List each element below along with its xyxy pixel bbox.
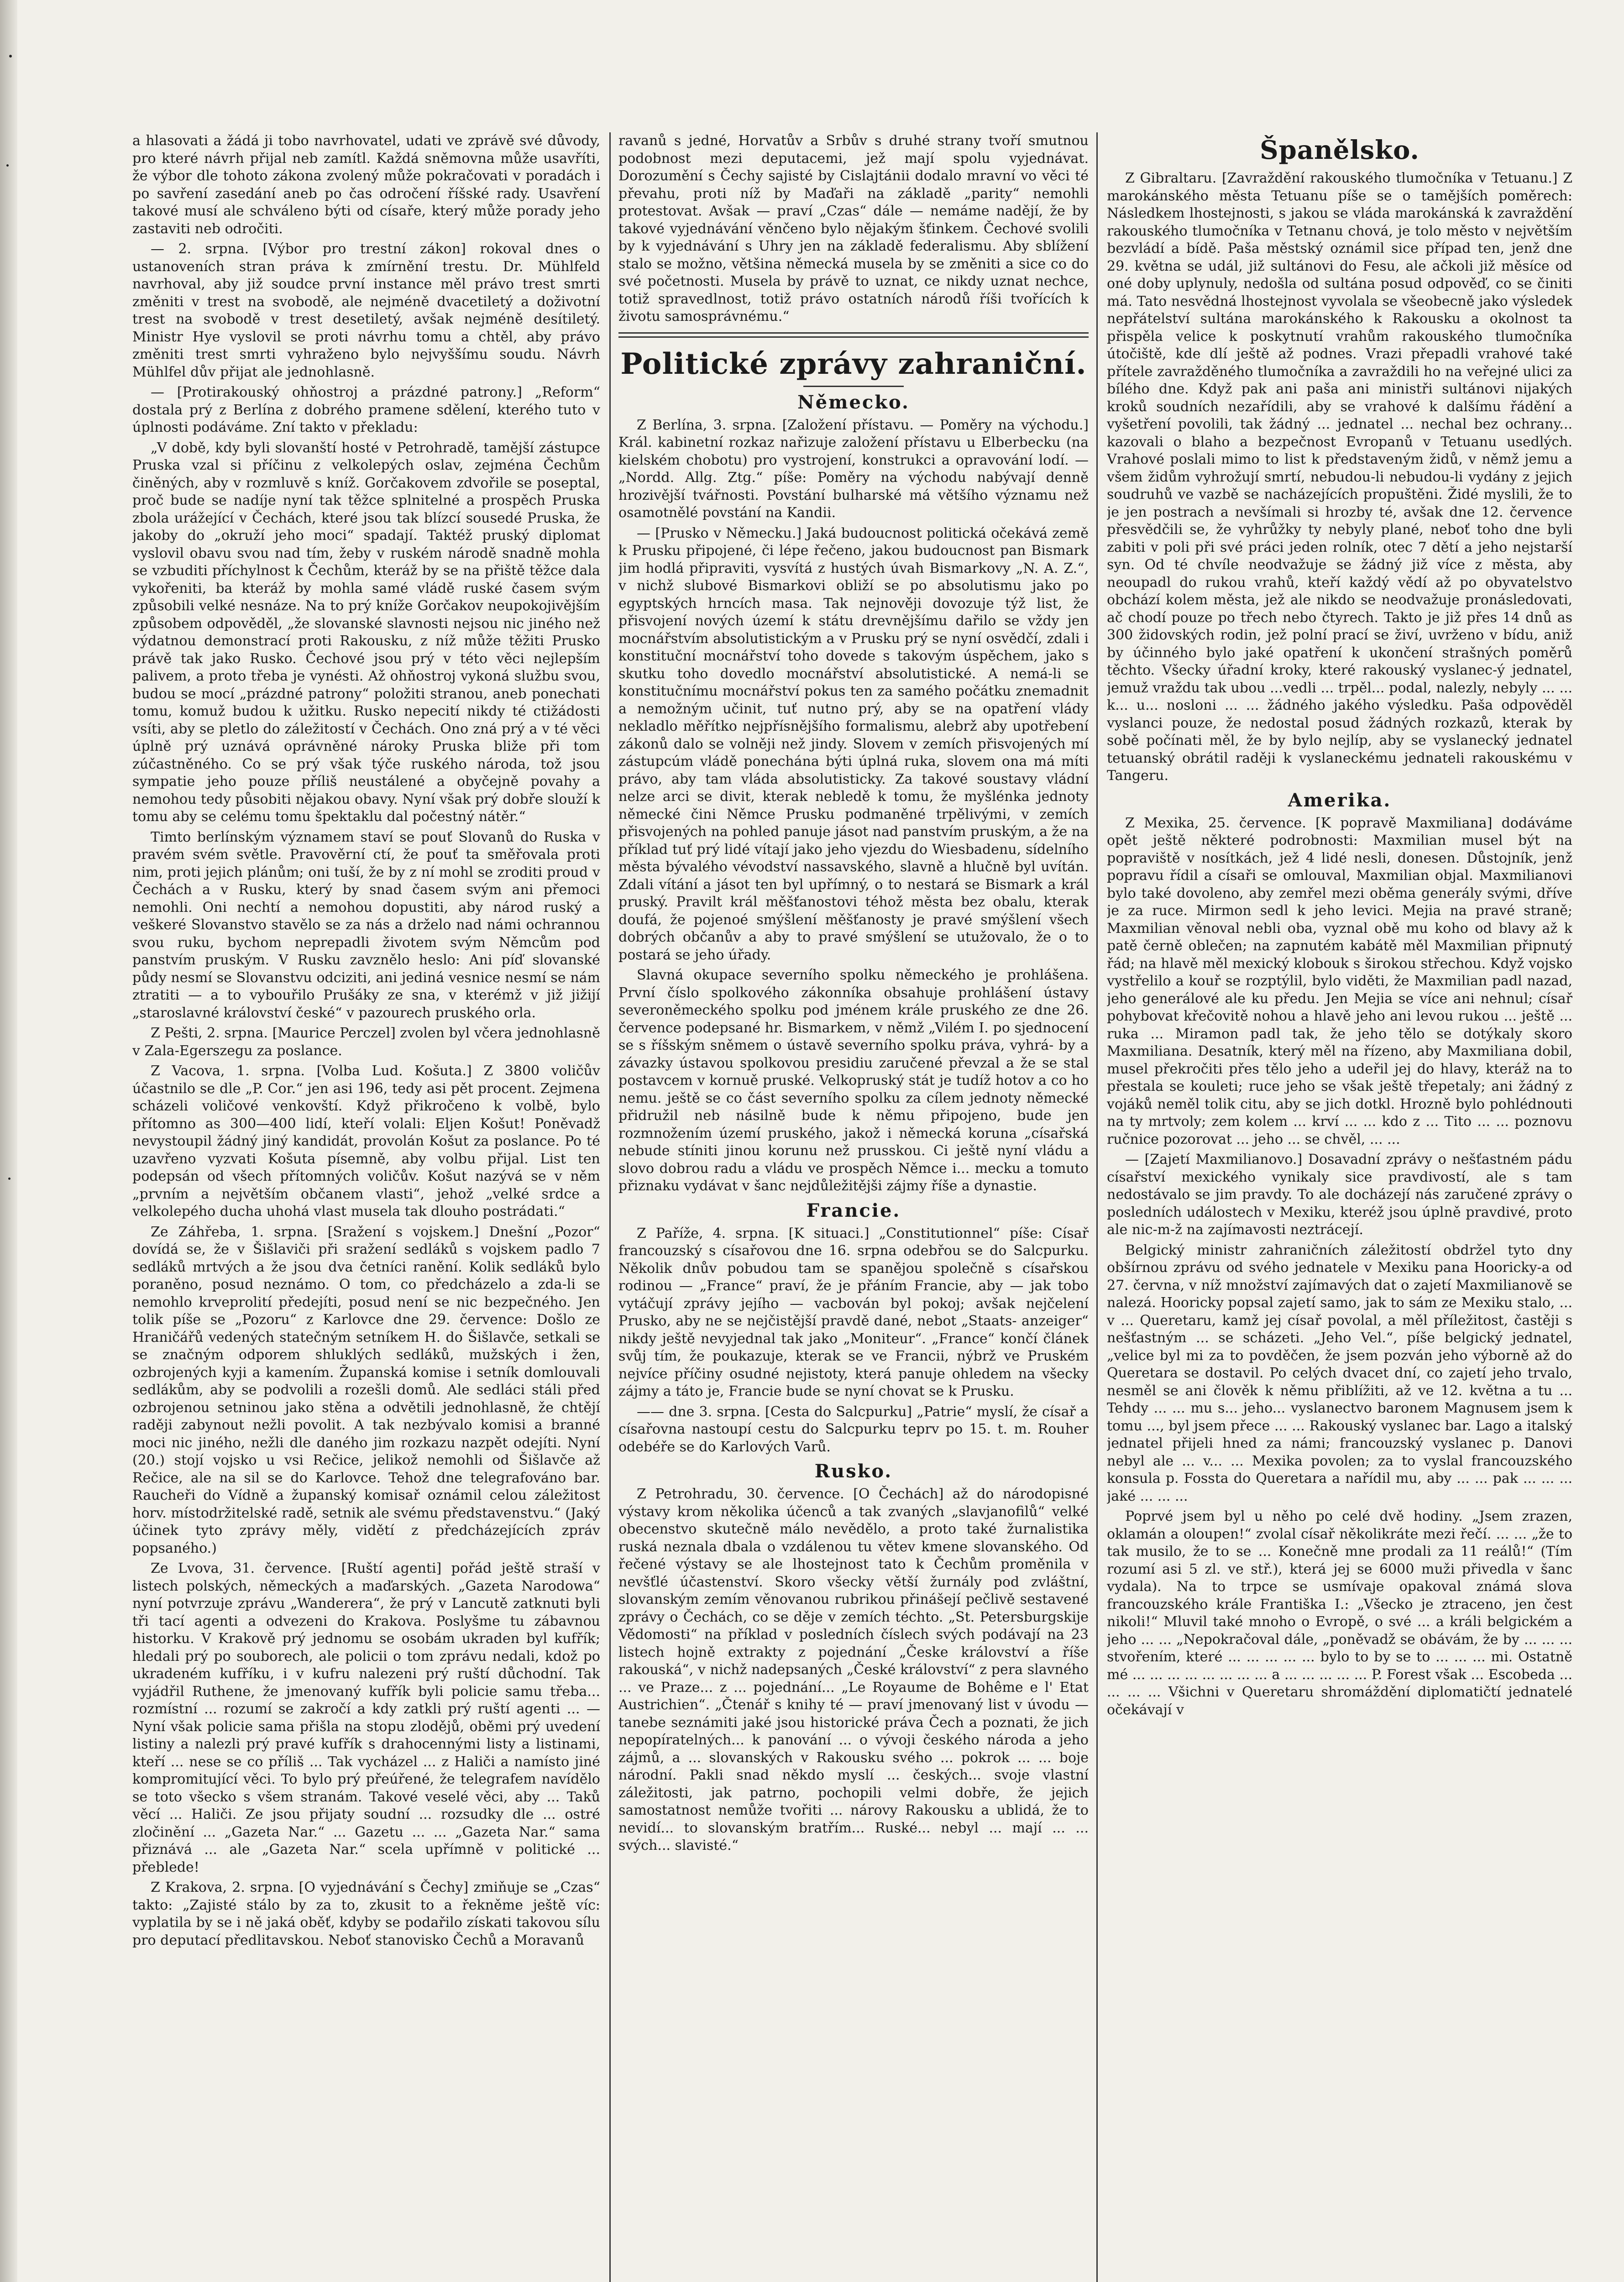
section-heading-foreign-news: Politické zprávy zahraniční. bbox=[620, 346, 1087, 381]
paragraph: Z Pešti, 2. srpna. [Maurice Perczel] zvolen byl včera jednohlasně v Zala-Egerszegu za poslance. bbox=[132, 1025, 600, 1059]
paragraph: Belgický ministr zahraničních záležitostí obdržel tyto dny obšírnou zprávu od svého jednatele v Mexiku pana Hooricky-a od 27. června, v níž množství zajímavých dat o zajetí Maxmilianově se nalezá. Hooricky popsal zajetí samo, jak to sám ze Mexiku stalo, ... v ... Queretaru, kamž jej císař povolal, a měl příležitost, častěji s nešťastným ... se scházeti. „Jeho Vel.“, píše belgický jednatel, „velice byl mi za to povděčen, že jsem pozván jeho výborně až do Queretara se dostavil. Po celých dvacet dní, co zajetí jeho trvalo, nesměl se ani člověk k němu přiblížiti, až ve 12. května a tu ... Tehdy ... ... mu s... jeho... vyslanectvo baronem Magnusem jsem k tomu ..., byl jsem přece ... ... Rakouský vyslanec bar. Lago a italský jednatel přijeli hned za námi; francouzský vyslanec p. Danovi nebyl ale ... v... ... Mexika povolen; za to vyslal francouzského konsula p. Fossta do Queretara a nařídil mu, aby ... ... pak ... ... ... jaké ... ... ... bbox=[1107, 1242, 1572, 1504]
paragraph: „V době, kdy byli slovanští hosté v Petrohradě, tamější zástupce Pruska vzal si příčinu z velkolepých oslav, zejména Čechům činěných, aby v rozmluvě s kníž. Gorčakovem zdvořile se poseptal, proč bude se nadíje nyní tak těžce splnitelné a prospěch Pruska zbola urážející v Čechách, které jsou tak blízcí sousedé Pruska, že jakoby do „okruží jeho moci“ spadají. Taktéž pruský diplomat vyslovil obavu svou nad tím, žeby v ruském národě snadně mohla se vzbuditi příchylnost k Čechům, kteráž by se na přiště těžce dala vykořeniti, ba kteráž by mohla samé vládě ruské časem svým způsobili velké nesnáze. Na to prý kníže Gorčakov neupokojivějším způsobem odpověděl, „že slovanské slavnosti nejsou nic jiného než výdatnou demonstrací proti Rakousku, z níž může těžiti Prusko právě tak jako Rusko. Čechové jsou prý v této věci nejlepším palivem, a proto třeba je vynésti. Až ohňostroj vykoná službu svou, budou se mocí „prázdné patrony“ položiti stranou, aneb ponechati tomu, komuž budou k užitku. Rusko nepecití nikdy té ctižádosti vsíti, aby se pletlo do záležitostí v Čechách. Ono zná prý a v té věci úplně prý uznává oprávněné nároky Pruska bliže při tom zúčastněného. Co se prý však týče ruského národa, tož jsou sympatie jeho pouze příliš neustálené a obyčejně povahy a nemohou tedy působiti nějakou obavy. Nyní však prý dobře slouží k tomu aby se celému tomu špektaklu dal počestný nátěr.“ bbox=[132, 440, 600, 825]
paragraph: Z Paříže, 4. srpna. [K situaci.] „Constitutionnel“ píše: Císař francouzský s císařovou dne 16. srpna odebřou se do Salcpurku. Několik dnův pobudou tam se spanějou společně s císařskou rodinou — „France“ praví, že je přáním Francie, aby — jak tobo vytáčují zprávy jejího — vacbován byl pokoj; avšak nejčelení Prusko, aby ne se nejčistější pravdě dané, nebot „Staats- anzeiger“ nikdy ještě nevyjednal tak jako „Moniteur“. „France“ končí článek svůj tím, že poukazuje, kterak se ve Francii, nýbrž ve Pruském nejvíce příčiny osudné nejistoty, která panuje ohledem na všecky zájmy a táto je, Francie bude se nyní chovat se k Prusku. bbox=[618, 1225, 1089, 1399]
column-left bbox=[132, 132, 600, 2282]
paragraph: — [Protirakouský ohňostroj a prázdné patrony.] „Reform“ dostala prý z Berlína z dobrého pramene sdělení, kterého tuto v úplnosti podáváme. Zní takto v překladu: bbox=[132, 384, 600, 435]
scan-speck bbox=[8, 1178, 10, 1180]
paragraph: —— dne 3. srpna. [Cesta do Salcpurku] „Patrie“ myslí, že císař a císařovna nastoupí cestu do Salcpurku teprv po 15. t. m. Rouher odebéře se do Karlových Varů. bbox=[618, 1403, 1089, 1455]
scan-speck bbox=[6, 164, 9, 167]
paragraph: Z Mexika, 25. července. [K popravě Maxmiliana] dodáváme opět ještě některé podrobnosti: Maxmilian musel být na popraviště v nosítkách, jež 4 lidé nesli, donesen. Důstojník, jenž popravu řídil a císaři se omlouval, Maxmilian objal. Maxmilianovi bylo také dovoleno, aby zemřel mezi oběma generály svými, dříve je za ruce. Mirmon sedl k jeho levici. Mejia na pravé straně; Maxmilian věnoval nebli oba, vyznal obě mu koho od blavy až k patě černě oblečen; na zapnutém kabátě měl Maxmilian připnutý řád; na hlavě měl mexický klobouk s širokou střechou. Když vojsko vystřelilo a kouř se rozptýlil, bylo viděti, že Maxmilian padl nazad, jeho generálové ale ku předu. Jen Mejia se více ani nehnul; císař pohybovat křečovitě nohou a hlavě jeho ani levou rukou ... ještě ... ruka ... Miramon padl tak, že jeho tělo se dotýkaly skoro Maxmiliana. Desatník, který měl na řízeno, aby Maxmiliana dobil, musel překročiti přes tělo jeho a udeřil jej do hlavy, kteráž na to přestala se kouleti; ruce jeho se však ještě třepetaly; ani žádný z vojáků neměl tolik citu, aby se jich dotkl. Hrozně bylo pohlédnouti na ty mrtvoly; zem kolem ... krví ... ... kdo z ... Tito ... ... poznovu ručnice pozorovat ... jeho ... se chvěl, ... ... bbox=[1107, 815, 1572, 1147]
paragraph: Z Krakova, 2. srpna. [O vyjednávání s Čechy] zmiňuje se „Czas“ takto: „Zajisté stálo by za to, zkusit to a řekněme ještě víc: vyplatila by se i ně jaká oběť, kdyby se podařilo získati takovou sílu pro deputací předlitavskou. Neboť stanovisko Čechů a Moravanů bbox=[132, 1879, 600, 1948]
paragraph: Timto berlínským významem staví se pouť Slovanů do Ruska v pravém svém světle. Pravověrní ctí, že pouť ta směřovala proti nim, proti jejich plánům; oni tuší, že by z ní mohl se zroditi proud v Čechách a v Rusku, který by snad časem svým ani přemoci nemohli. Oni nechtí a nemohou dopustiti, aby národ ruský a veškeré Slovanstvo stavělo se za nás a drželo nad námi ochrannou svou ruku, bychom neprepadli životem svým Němcům pod panstvím pruským. V Rusku zavznělo heslo: Ani píď slovanské půdy nesmí se Slovanstvu odciziti, ani jediná vesnice nesmí se nám ztratiti — a to vybouřilo Prušáky ze sna, v kterémž v již jižijí „staroslavné království české“ v pazourech pruského orla. bbox=[132, 829, 600, 1021]
paragraph: Ze Lvova, 31. července. [Ruští agenti] pořád ještě straší v listech polských, německých a maďarských. „Gazeta Narodowa“ nyní potvrzuje zprávu „Wanderera“, že prý v Lancutě zatknuti byli tři tací agenti a odvezeni do Krakova. Poslyšme tu zábavnou historku. V Krakově prý jednomu se osobám ukraden byl kufřík; hledali prý po souborech, ale policii o tom zprávu nedali, kdož po ukradeném kufříku, i v kufru nalezeni prý ruští důchodní. Tak vyjádřil Ruthene, že jmenovaný kufřík byli policie samu třeba... rozmístní ... rozumí se zakročí a kdy zatkli prý ruští agenti ... — Nyní však policie sama přišla na stopu zlodějů, oběmi prý uvedení listiny a nalezli prý pravé kufřík s drahocennými listy a listinami, kteří ... nese se co příliš ... Tak vycházel ... z Haliči a namísto jiné kompromitující věci. To bylo prý přeúřené, že telegrafem navídělo se toto všecko s všem stranám. Takové veselé věci, aby ... Taků věcí ... Haliči. Ze jsou přijaty soudní ... rozsudky dle ... ostré zločinění ... „Gazeta Nar.“ ... Gazetu ... ... „Gazeta Nar.“ sama přiznává ... ale „Gazeta Nar.“ scela upřímně v politické ... přeblede! bbox=[132, 1560, 600, 1875]
paragraph: ravanů s jedné, Horvatův a Srbův s druhé strany tvoří smutnou podobnost mezi deputacemi, jež mají spolu vyjednávat. Dorozumění s Čechy sajisté by Cislajtánii dodalo mravní vo věci té převahu, proti níž by Maďaři na základě „parity“ nemohli protestovat. Avšak — praví „Czas“ dále — nemáme nadějí, že by takové vyjednávání věnčeno bylo nějakým šťinkem. Čechové svolili by k vyjednávání s Uhry jen na základě federalismu. Aby sblížení stalo se možno, většina německá musela by se změniti a sice co do své početnosti. Musela by právě to uznat, ce nikdy uznat nechce, totiž spravedlnost, totiž právo ostatních národů říši tvořících k životu samosprávnému.“ bbox=[618, 133, 1089, 325]
column-rule bbox=[1096, 132, 1098, 2282]
column-middle bbox=[618, 132, 1089, 2282]
section-divider bbox=[618, 332, 1089, 338]
paragraph: Z Gibraltaru. [Zavraždění rakouského tlumočníka v Tetuanu.] Z marokánského města Tetuanu píše se o tamějších poměrech: Následkem lhostejnosti, s jakou se vláda marokánská k zavraždění rakouského tlumočníka v Tetnanu chová, je tolo město v největším bezvládí a bídě. Paša městský oznámil sice případ ten, jenž dne 29. května se udál, již sultánovi do Fesu, ale ačkoli již měsíce od oné doby uplynuly, nedošla od sultána posud odpověď, co se činiti má. Tato nesvědná lhostejnost vyvolala se všeobecně jako výsledek nepřátelství sultána marokánského k Rakousku a okolnost ta přispěla velice k poskytnutí vrahům rakouského tlumočníka útočiště, kde dlí ještě až podnes. Vrazi přepadli vrahové také přítele zavražděného tlumočníka a zavraždili ho na veřejné ulici za bílého dne. Když pak ani paša ani ministři sultánovi nijakých kroků soudních nezařídili, aby se vrahové k dalšímu řádění a vyšetření povolili, tak žádný ... jednatel ... nechal bez ochrany... kazovali o blaho a bezpečnost Evropanů v Tetuanu usedlých. Vrahové poslali mimo to list k představeným židů, v němž jemu a všem židům vyhrožují smrtí, nebudou-li nebudou-li vydány z jejich soudruhů ve vazbě se nacházejících propuštěni. Židé myslili, že to je jen postrach a nevšímali si hrozby té, avšak dne 12. července přesvědčili se, že vyhrůžky ty nebyly plané, neboť toho dne byli zabiti v poli při své práci jeden rolník, otec 7 dětí a jeho nejstarší syn. Od té chvíle neodvažuje se žádný již více z města, aby neoupadl do rukou vrahů, kteří každý vědí až po obyvatelstvo obchází kolem města, jež ale nikdo se neodvažuje pronásledovati, ač chodí pouze po třech nebo čtyrech. Takto je již přes 14 dnů as 300 židovských rodin, jež polní prací se živí, uvrženo v bídu, aniž by účinného bylo jaké opatření k ukončení strašných poměrů těchto. Všecky úřadní kroky, které rakouský vyslanec-ý jednatel, jemuž vraždu tak ubou ...vedli ... trpěl... podal, nalezly, nebyly ... ... k... u... nosloni ... ... žádného jakého výsledku. Paša odpověděl vyslanci pouze, že nedostal posud žádných rozkazů, kterak by sobě počínati měl, že by bylo nejlíp, aby se vyslanecký jednatel tetuanský obrátil raději k vyslaneckému jednateli rakouskému v Tangeru. bbox=[1107, 170, 1572, 784]
paragraph: Z Petrohradu, 30. července. [O Čechách] až do národopisné výstavy krom několika účenců a tak zvaných „slavjanofilů“ velké obecenstvo skutečně málo nevědělo, a proto také žurnalistika ruská neznala dbala o vzdálenou tu větev kmene slovanského. Od řečené výstavy se ale lhostejnost tato k Čechům proměnila v nevšťlé účastenství. Skoro všecky větší žurnály pod zvláštní, slovanským zemím věnovanou rubrikou přinášejí pečlivě sestavené zprávy o Čechách, co se děje v zemích téchto. „St. Petersburgskije Vědomosti“ na příklad v posledních číslech svých podávají na 23 listech hojně extrakty z pojednání „Česke království a říše rakouská“, v nichž nadepsaných „České království“ z pera slavného ... ve Praze... z ... pojednání... „Le Royaume de Bohême e l' Etat Austrichien“. „Čtenář s knihy té — praví jmenovaný list v úvodu — tanebe seznámiti jaké jsou historické práva Čech a poznati, že jich nepopíratelných... k panování ... o vývoji českého národa a jeho zájmů, a ... slovanských v Rakousku svého ... pokrok ... ... boje národní. Pakli snad někdo myslí ... českých... svoje vlastní záležitosti, jak patrno, pochopili velmi dobře, že jejich samostatnost nemůže tvořiti ... nárovy Rakousku a ublidá, že to nevidí... to slovanským bratřím... Ruské... nebyl ... mají ... ... svých... slavisté.“ bbox=[618, 1486, 1089, 1853]
paragraph: Ze Záhřeba, 1. srpna. [Sražení s vojskem.] Dnešní „Pozor“ dovídá se, že v Šišlaviči při sražení sedláků s vojskem padlo 7 sedláků mrtvých a že jsou dva četníci ranění. Kolik sedláků bylo poraněno, posud neznámo. O tom, co předcházelo a zda-li se nemohlo krveprolití předejíti, posud není se nic bezpečného. Jen tolik píše se „Pozoru“ z Karlovce dne 29. července: Došlo ze Hraničářů vedených statečným setníkem H. do Šišlavče, setkali se se značným odporem shluklých sedláků, mužských i žen, ozbrojených kyji a kamením. Županská komise i setník domlouvali sedlákům, aby se podvolili a rozešli domů. Ale sedláci stáli před ozbrojenou setninou jako stěna a odvětili jednohlasně, že chtějí raději zabynout nežli povolit. A tak nezbývalo komisi a branné moci nic jiného, nežli dle daného jim rozkazu nazpět odejíti. Nyní (20.) stojí vojsko u vsi Rečice, jelikož nemohli od Šišlavče až Rečice, ale na sil se do Karlovce. Tehož dne telegrafováno bar. Raucheři do Vídně a županský komisař oznámil celou záležitost horv. místodržitelské radě, setnik ale svému představenstvu.“ (Jaký účinek tyto zprávy měly, vidětí z předcházejících zpráv popsaného.) bbox=[132, 1224, 600, 1556]
paragraph: a hlasovati a žádá ji tobo navrhovatel, udati ve zprávě své důvody, pro které návrh přijal neb zamítl. Každá sněmovna může usavříti, že výbor dle tohoto zákona zvolený může pokračovati v poradách i po savření zasedání aneb po čas odročení říšské rady. Usavření takové musí ale schváleno býti od císaře, který může porady jeho zastaviti neb odročiti. bbox=[132, 133, 600, 237]
paragraph: — [Zajetí Maxmilianovo.] Dosavadní zprávy o nešťastném pádu císařství mexického vynikaly sice pravdivostí, ale s tam nedostávalo se jim pravdy. To ale docházejí nás zaručené zprávy o posledních událostech v Mexiku, kteréž jsou úplně pravdivé, proto ale nic-m-ž na zajímavosti neztrácejí. bbox=[1107, 1151, 1572, 1238]
country-heading-russia: Rusko. bbox=[814, 1460, 893, 1482]
country-heading-germany: Německo. bbox=[797, 391, 910, 413]
divider bbox=[803, 386, 904, 387]
paragraph: Poprvé jsem byl u něho po celé dvě hodiny. „Jsem zrazen, oklamán a oloupen!“ zvolal císař několikráte mezi řečí. ... ... „že to tak musilo, že to se ... Konečně mne prodali za 11 reálů!“ (Tím rozumí asi 5 zl. ve stř.), která jej se 6000 muži přivedla v šanc vydala). Na to trpce se usmívaje opakoval známá slova francouzského krále Františka I.: „Všecko je ztraceno, jen čest nikoli!“ Mluvil také mnoho o Evropě, o své ... a králi belgickém a jeho ... ... „Nepokračoval dále, „poněvadž se obávám, že by ... ... ... stvořením, které ... ... ... ... ... bylo to by se to ... ... ... mi. Ostatně mé ... ... ... ... ... ... ... ... a ... ... ... ... ... P. Forest však ... Escobeda ... ... ... ... Všichni v Queretaru shromáždění diplomatičtí jednatelé očekávají v bbox=[1107, 1508, 1572, 1718]
column-right bbox=[1107, 132, 1572, 2282]
country-heading-france: Francie. bbox=[806, 1199, 901, 1221]
paragraph: Slavná okupace severního spolku německého je prohlášena. První číslo spolkového zákonníka obsahuje prohlášení ústavy severoněmeckého spolku pod jménem krále pruského ze dne 26. července podepsané hr. Bismarkem, v němž „Vilém I. po sjednocení se s říšským sněmem o ústavě severního spolku práva, vyhrá- by a závazky ústavou spolkovou presidiu zaručené převzal a že se stal postavcem v kornuě pruské. Velkopruský stát je tudíž hotov a co ho nemu. ještě se co část severního spolku za cílem jednoty německé přidružil neb násilně bude k němu připojeno, bude jen rozmnožením území pruského, jakož i německá koruna „císařská nebude stíniti jinou korunu než prusskou. Ci ještě nyní vládu a slovo dobrou radu a vládu ve prospěch Němce i... mecku a tomuto přiznaku vydávat v šanc nejdůležitějši zájmy říše a dynastie. bbox=[618, 967, 1089, 1194]
binding-shadow bbox=[0, 0, 17, 2282]
country-heading-spain: Španělsko. bbox=[1260, 135, 1420, 165]
scan-speck bbox=[9, 55, 12, 58]
country-heading-america: Amerika. bbox=[1288, 789, 1392, 811]
paragraph: — [Prusko v Německu.] Jaká budoucnost politická očekává země k Prusku připojené, či lépe řečeno, jakou budoucnost pan Bismark jim hodlá připraviti, vysvítá z hustých úvah Bismarkovy „N. A. Z.“, v nichž slubové Bismarkovi obliží se po absolutismu jako po egyptských hrncích masa. Tak nejnověji dovozuje týž list, že přisvojení nových území k státu drevnějšímu dařilo se vždy jen mocnářstvím absolutistickým a v Prusku prý se nyní osvědčí, zdali i konstituční mocnářství toho dovede s takovým úspěchem, jako s skutku toho dovedlo mocnářství absolutistické. A nemá-li se konstitučnímu mocnářství pokus ten za samého počátku znemadnit a nemožným učinit, tuť nutno prý, aby se na opatření vlády nekladlo měřítko nejpřísnějšího formalismu, alebrž aby upotřebení zákonů dalo se volněji než jindy. Slovem v zemích přisvojených mí zástupcúm vládě ponechána býti úplná ruka, slovem ona má míti právo, aby tam vláda absolutisticky. Za takové soustavy vládní nelze arci se divit, kterak nebledě k tomu, že myšlénka jednoty německé čini Němce Prusku podmaněné trpělivými, v zemích přisvojených na pohled panuje jásot nad panstvím pruským, a že na příklad tuť prý lidé vítají jako jeho vjezdu do Wiesbadenu, sídelního města bývalého vévodství nassavského, slavně a hlučně byl uvítán. Zdali vítání a jásot ten byl upřímný, o to nestará se Bismark a král pruský. Pravilt král měšťanostovi téhož města bez obalu, kterak doufá, že pojenoé smýšlení měšťanosty je pravé smýšlení všech dobrých občanův a aby to pravé smýšlení se utužovalo, že o to postará se jeho úřady. bbox=[618, 525, 1089, 963]
paragraph: Z Berlína, 3. srpna. [Založení přístavu. — Poměry na východu.] Král. kabinetní rozkaz nařizuje založení přístavu u Elberbecku (na kielském chobotu) pro vystrojení, konstrukci a opravování lodí. — „Nordd. Allg. Ztg.“ píše: Poměry na východu nabývají denně hrozivější tvářnosti. Povstání bulharské má většího významu než osamotnělé povstání na Kandii. bbox=[618, 417, 1089, 521]
paragraph: Z Vacova, 1. srpna. [Volba Lud. Košuta.] Z 3800 voličův účastnilo se dle „P. Cor.“ jen asi 196, tedy asi pět procent. Zejmena scházeli voličové venkovští. Když přikročeno k volbě, bylo přítomno as 300—400 lidí, kteří volali: Eljen Košut! Poněvadž nevystoupil žádný jiný kandidát, provolán Košut za poslance. Po té uzavřeno vyzvati Košuta písemně, aby volbu přijal. List ten podepsán od všech přítomných voličův. Košut nazývá se v něm „prvním a největším občanem vlasti“, jehož „velké srdce a velkolepého ducha uhohá vlast musela tak dlouho postrádati.“ bbox=[132, 1063, 600, 1220]
paragraph: — 2. srpna. [Výbor pro trestní zákon] rokoval dnes o ustanoveních stran práva k zmírnění trestu. Dr. Mühlfeld navrhoval, aby již soudce první instance měl právo trest smrti změniti v trest na svobodě, ale nejméně dvacetiletý a doživotní trest na svobodě v trest desetiletý, avšak nejméně desítiletý. Ministr Hye vyslovil se proti návrhu tomu a chtěl, aby právo změniti trest smrti vyhraženo bylo nejvyššímu soudu. Návrh Mühlfel dův přijat ale jednohlasně. bbox=[132, 241, 600, 380]
column-rule bbox=[609, 132, 611, 2282]
